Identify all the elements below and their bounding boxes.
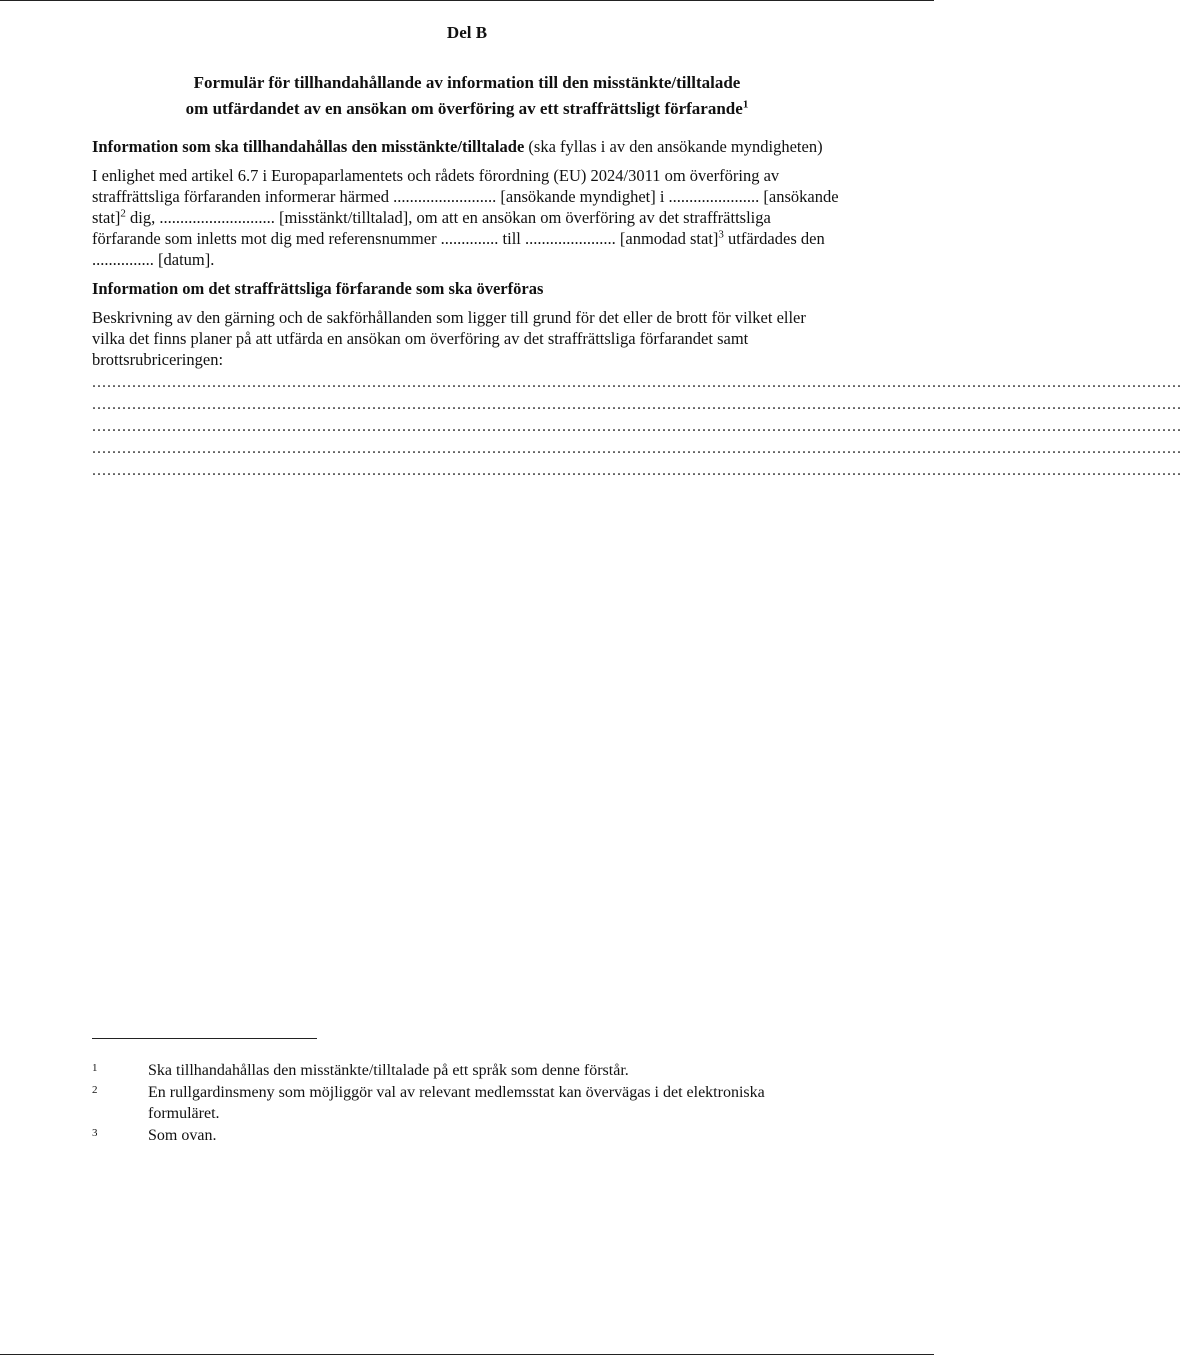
footnote-ref-1: 1 (742, 98, 749, 111)
footnote-ref-2: 2 (120, 207, 126, 220)
footnote-item (92, 1060, 812, 1081)
form-title-line1: Formulär för tillhandahållande av information till den misstänkte/tilltalade (193, 73, 741, 92)
footnote-text: Som ovan. (148, 1127, 217, 1144)
section2-heading: Information om det straffrättsliga förfarande som ska överföras (92, 279, 544, 298)
footnote-number: 3 (92, 1127, 98, 1139)
page-bottom-border (0, 1354, 934, 1355)
footnote-number: 1 (92, 1062, 98, 1074)
fill-line[interactable]: .......................................................................................................................................................................................................................... (92, 440, 1182, 457)
description-fill-lines (92, 372, 1182, 482)
document-body (92, 22, 1182, 482)
footnote-text: En rullgardinsmeny som möjliggör val av relevant medlemsstat kan övervägas i det elektroniska formuläret. (148, 1084, 765, 1122)
footnote-item (92, 1082, 812, 1124)
section1-paragraph: I enlighet med artikel 6.7 i Europaparlamentets och rådets förordning (EU) 2024/3011 om överföring av straffrättsliga förfaranden informerar härmed ......................... [ansökande myndighet] i ...................... [ansökande stat]$^2$ dig, ............................ [misstänkt/tilltalad], om att en ansökan om överföring av det straffrättsliga förfarande som inletts mot dig med referensnummer .............. till ...................... [anmodad stat]$^3$ utfärdades den ............... [datum]. (92, 166, 839, 269)
form-title-line2: om utfärdandet av en ansökan om överföring av ett straffrättsligt förfarande$^1$ (185, 98, 749, 118)
page-top-border (0, 0, 934, 1)
fill-line[interactable]: .......................................................................................................................................................................................................................... (92, 396, 1182, 413)
footnote-text: Ska tillhandahållas den misstänkte/tilltalade på ett språk som denne förstår. (148, 1062, 629, 1079)
footnote-separator (92, 1038, 317, 1039)
footnotes (92, 1060, 812, 1147)
footnote-item (92, 1125, 812, 1146)
footnote-number: 2 (92, 1084, 98, 1096)
footnote-ref-3: 3 (718, 228, 724, 241)
fill-line[interactable]: .......................................................................................................................................................................................................................... (92, 374, 1182, 391)
form-title (92, 70, 842, 122)
section2-description: Beskrivning av den gärning och de sakförhållanden som ligger till grund för det eller de brott för vilket eller vilka det finns planer på att utfärda en ansökan om överföring av det straffrättsliga förfarandet samt brottsrubriceringen: (92, 308, 806, 369)
fill-line[interactable]: .......................................................................................................................................................................................................................... (92, 418, 1182, 435)
section1-heading: Information som ska tillhandahållas den misstänkte/tilltalade (ska fyllas i av den ansökande myndigheten) (92, 137, 823, 156)
part-title: Del B (446, 23, 488, 42)
fill-line[interactable]: .......................................................................................................................................................................................................................... (92, 462, 1182, 479)
